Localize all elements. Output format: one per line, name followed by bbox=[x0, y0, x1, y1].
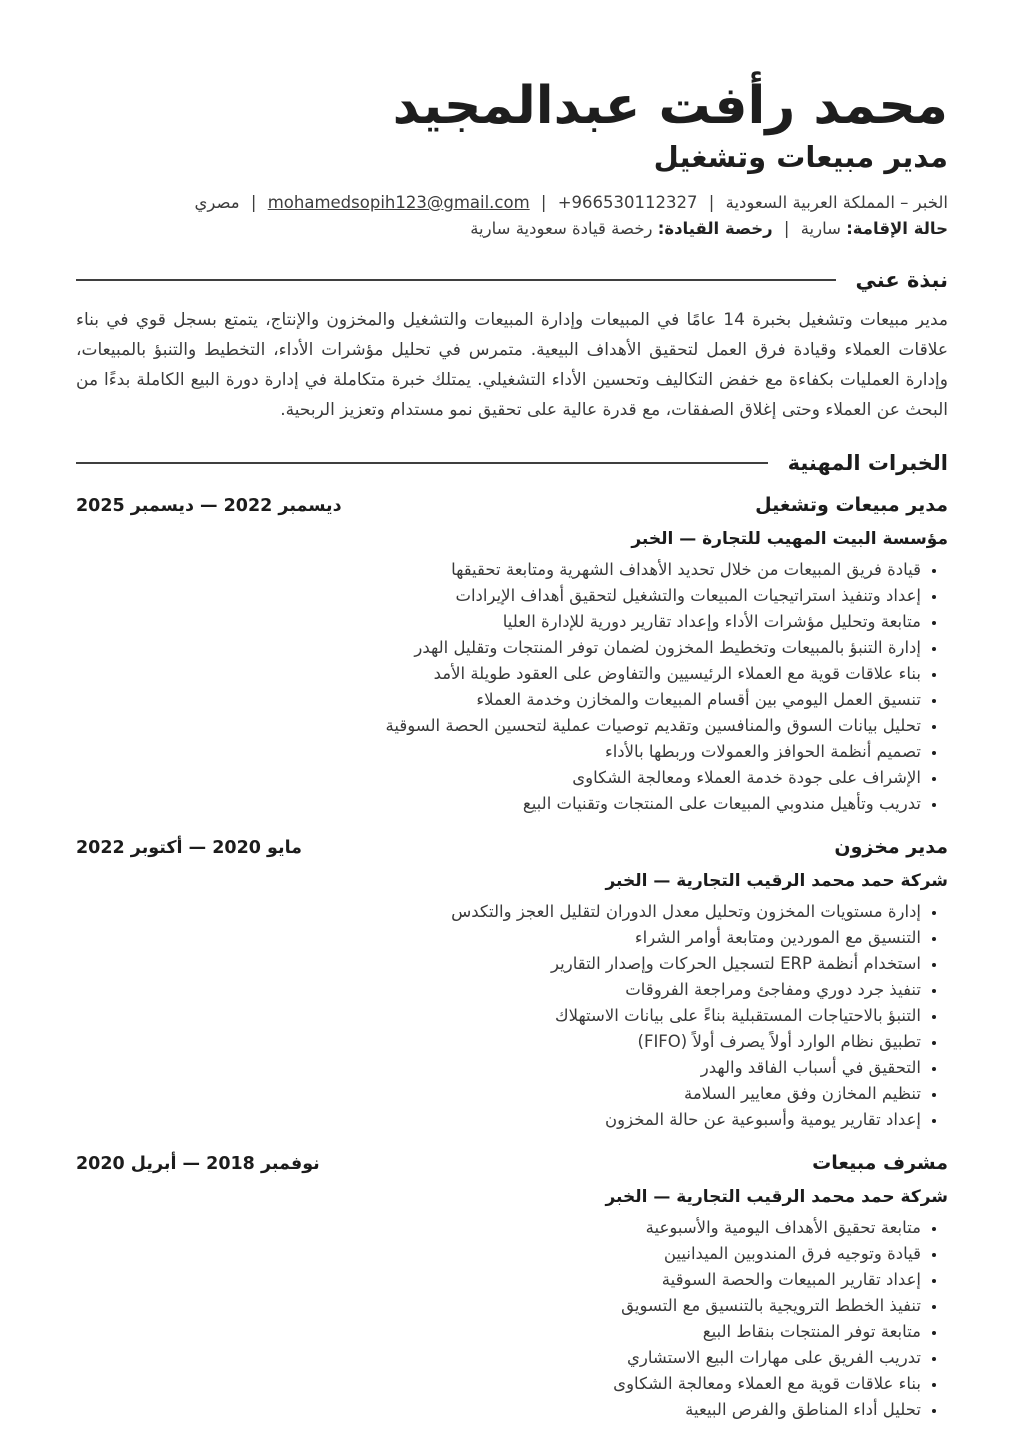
about-section-header bbox=[76, 268, 948, 292]
about-section bbox=[76, 268, 948, 425]
job-bullet: • تطبيق نظام الوارد أولاً يصرف أولاً (FIFO) bbox=[76, 1029, 921, 1055]
job-bullet: • بناء علاقات قوية مع العملاء الرئيسيين والتفاوض على العقود طويلة الأمد bbox=[76, 661, 921, 687]
job-title: مدير مخزون bbox=[834, 836, 948, 859]
job-entry bbox=[76, 1152, 948, 1423]
job-bullet: • تصميم أنظمة الحوافز والعمولات وربطها بالأداء bbox=[76, 739, 921, 765]
driving-license-label: رخصة القيادة: bbox=[657, 219, 773, 239]
contact-location: الخبر – المملكة العربية السعودية bbox=[725, 192, 948, 212]
job-bullet: • تحليل بيانات السوق والمنافسين وتقديم توصيات عملية لتحسين الحصة السوقية bbox=[76, 713, 921, 739]
driving-license-value: رخصة قيادة سعودية سارية bbox=[470, 219, 653, 239]
job-header bbox=[76, 494, 948, 516]
job-bullet: • إعداد تقارير المبيعات والحصة السوقية bbox=[76, 1267, 921, 1293]
job-bullet: • تنفيذ الخطط الترويجية بالتنسيق مع التسويق bbox=[76, 1293, 921, 1319]
job-bullet: • إعداد تقارير يومية وأسبوعية عن حالة المخزون bbox=[76, 1107, 921, 1133]
experience-list bbox=[76, 494, 948, 1423]
job-bullet: • متابعة وتحليل مؤشرات الأداء وإعداد تقارير دورية للإدارة العليا bbox=[76, 609, 921, 635]
job-bullet-list bbox=[76, 557, 948, 817]
job-bullet: • متابعة توفر المنتجات بنقاط البيع bbox=[76, 1319, 921, 1345]
job-entry bbox=[76, 836, 948, 1133]
residency-status-value: سارية bbox=[800, 219, 841, 239]
job-company: شركة حمد محمد الرقيب التجارية — الخبر bbox=[605, 871, 948, 892]
job-bullet: • تنفيذ جرد دوري ومفاجئ ومراجعة الفروقات bbox=[76, 977, 921, 1003]
job-company: شركة حمد محمد الرقيب التجارية — الخبر bbox=[605, 1187, 948, 1208]
job-bullet: • تنسيق العمل اليومي بين أقسام المبيعات والمخازن وخدمة العملاء bbox=[76, 687, 921, 713]
job-bullet: • التنسيق مع الموردين ومتابعة أوامر الشراء bbox=[76, 925, 921, 951]
experience-section-title: الخبرات المهنية bbox=[787, 451, 948, 476]
job-bullet: • قيادة وتوجيه فرق المندوبين الميدانيين bbox=[76, 1241, 921, 1267]
contact-email-link[interactable]: mohamedsopih123@gmail.com bbox=[267, 192, 530, 212]
experience-section bbox=[76, 451, 948, 1423]
job-bullet: • قيادة فريق المبيعات من خلال تحديد الأهداف الشهرية ومتابعة تحقيقها bbox=[76, 557, 921, 583]
resume-header bbox=[76, 74, 948, 242]
job-title: مشرف مبيعات bbox=[812, 1152, 948, 1175]
job-dates: ديسمبر 2022 — ديسمبر 2025 bbox=[76, 496, 342, 517]
contact-line bbox=[76, 190, 948, 216]
job-bullet: • تحليل أداء المناطق والفرص البيعية bbox=[76, 1397, 921, 1423]
section-divider bbox=[76, 279, 836, 281]
job-header bbox=[76, 1152, 948, 1174]
job-dates: نوفمبر 2018 — أبريل 2020 bbox=[76, 1154, 320, 1175]
contact-phone: +966530112327 bbox=[557, 192, 698, 212]
contact-nationality: مصري bbox=[194, 192, 240, 212]
job-bullet: • إعداد وتنفيذ استراتيجيات المبيعات والتشغيل لتحقيق أهداف الإيرادات bbox=[76, 583, 921, 609]
status-line bbox=[76, 216, 948, 242]
job-bullet: • التحقيق في أسباب الفاقد والهدر bbox=[76, 1055, 921, 1081]
job-bullet: • إدارة مستويات المخزون وتحليل معدل الدوران لتقليل العجز والتكدس bbox=[76, 899, 921, 925]
candidate-name: محمد رأفت عبدالمجيد bbox=[392, 76, 948, 136]
job-bullet-list bbox=[76, 1215, 948, 1423]
job-company: مؤسسة البيت المهيب للتجارة — الخبر bbox=[631, 529, 948, 550]
job-bullet: • متابعة تحقيق الأهداف اليومية والأسبوعية bbox=[76, 1215, 921, 1241]
job-bullet: • تدريب الفريق على مهارات البيع الاستشاري bbox=[76, 1345, 921, 1371]
job-bullet-list bbox=[76, 899, 948, 1133]
section-divider bbox=[76, 462, 768, 464]
separator: | bbox=[783, 219, 790, 239]
job-title: مدير مبيعات وتشغيل bbox=[755, 494, 948, 517]
job-bullet: • استخدام أنظمة ERP لتسجيل الحركات وإصدار التقارير bbox=[76, 951, 921, 977]
job-bullet: • بناء علاقات قوية مع العملاء ومعالجة الشكاوى bbox=[76, 1371, 921, 1397]
separator: | bbox=[250, 192, 257, 212]
experience-section-header bbox=[76, 451, 948, 475]
job-dates: مايو 2020 — أكتوبر 2022 bbox=[76, 838, 303, 859]
job-bullet: • إدارة التنبؤ بالمبيعات وتخطيط المخزون لضمان توفر المنتجات وتقليل الهدر bbox=[76, 635, 921, 661]
separator: | bbox=[708, 192, 715, 212]
job-bullet: • التنبؤ بالاحتياجات المستقبلية بناءً على بيانات الاستهلاك bbox=[76, 1003, 921, 1029]
candidate-job-title: مدير مبيعات وتشغيل bbox=[653, 140, 948, 174]
about-text: مدير مبيعات وتشغيل بخبرة 14 عامًا في المبيعات وإدارة المبيعات والتشغيل والمخزون والإنتاج، يتمتع بسجل قوي في بناء علاقات العملاء وقيادة فرق العمل لتحقيق الأهداف البيعية. متمرس في تحليل مؤشرات الأداء، التخطيط والتنبؤ بالمبيعات، وإدارة العمليات بكفاءة مع خفض التكاليف وتحسين الأداء التشغيلي. يمتلك خبرة متكاملة في إدارة دورة البيع الكاملة بدءًا من البحث عن العملاء وحتى إغلاق الصفقات، مع قدرة عالية على تحقيق نمو مستدام وتعزيز الربحية. bbox=[76, 310, 948, 421]
job-bullet: • الإشراف على جودة خدمة العملاء ومعالجة الشكاوى bbox=[76, 765, 921, 791]
job-entry bbox=[76, 494, 948, 817]
about-section-title: نبذة عني bbox=[855, 268, 948, 293]
residency-status-label: حالة الإقامة: bbox=[846, 219, 948, 239]
job-bullet: • تنظيم المخازن وفق معايير السلامة bbox=[76, 1081, 921, 1107]
separator: | bbox=[540, 192, 547, 212]
job-header bbox=[76, 836, 948, 858]
job-bullet: • تدريب وتأهيل مندوبي المبيعات على المنتجات وتقنيات البيع bbox=[76, 791, 921, 817]
